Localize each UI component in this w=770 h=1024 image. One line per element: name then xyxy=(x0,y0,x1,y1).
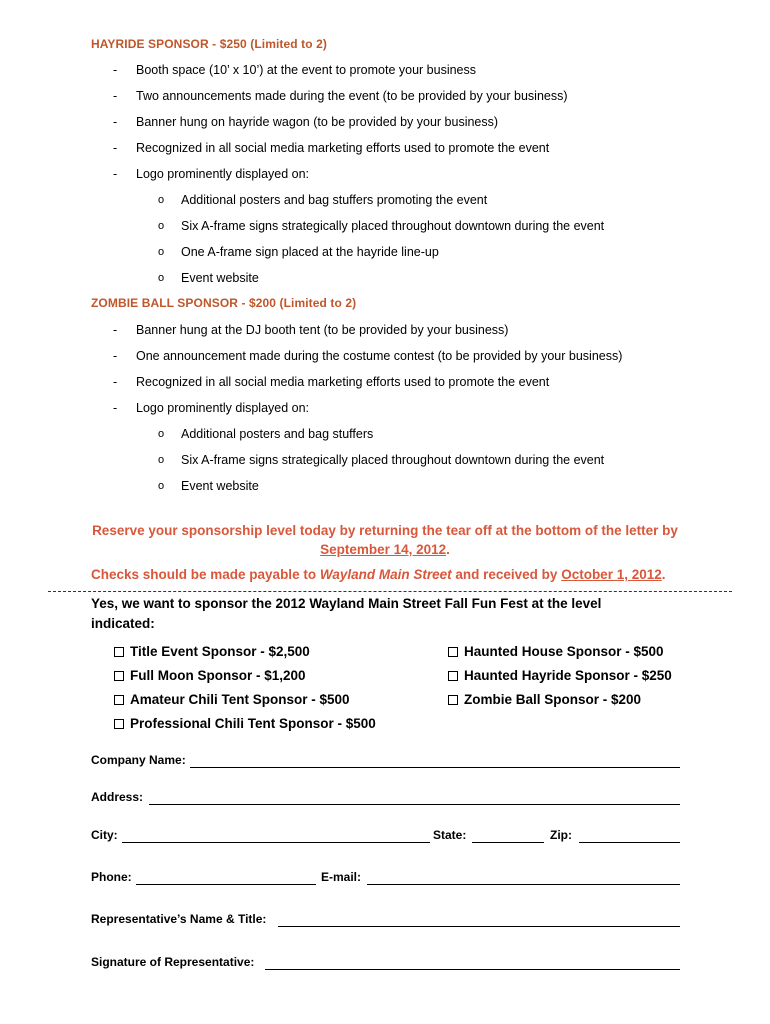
phone-label: Phone: xyxy=(91,870,132,884)
checkbox-icon[interactable] xyxy=(448,647,458,657)
dash-marker: - xyxy=(113,349,118,363)
list-item-text: Banner hung at the DJ booth tent (to be provided by your business) xyxy=(136,323,509,337)
dash-marker: - xyxy=(113,167,118,181)
state-field[interactable] xyxy=(472,842,544,843)
dash-marker: - xyxy=(113,401,118,415)
option-zombie-ball[interactable] xyxy=(448,692,641,707)
checkbox-icon[interactable] xyxy=(114,647,124,657)
dash-marker: - xyxy=(113,323,118,337)
dash-marker: - xyxy=(113,89,118,103)
checks-prefix: Checks should be made payable to xyxy=(91,567,320,582)
checks-date: October 1, 2012 xyxy=(561,567,662,582)
list-item-text: One A-frame sign placed at the hayride line-up xyxy=(181,245,439,259)
dash-marker: - xyxy=(113,141,118,155)
list-item-text: Two announcements made during the event (to be provided by your business) xyxy=(136,89,568,103)
list-item-text: One announcement made during the costume contest (to be provided by your business) xyxy=(136,349,623,363)
list-item-text: Six A-frame signs strategically placed throughout downtown during the event xyxy=(181,219,605,233)
list-item-text: Booth space (10’ x 10’) at the event to promote your business xyxy=(136,63,477,77)
city-label: City: xyxy=(91,828,118,842)
rep-name-field[interactable] xyxy=(278,926,680,927)
circle-bullet-icon: o xyxy=(158,454,165,466)
reserve-line: Reserve your sponsorship level today by returning the tear off at the bottom of the letter by xyxy=(92,523,678,538)
option-haunted-house[interactable] xyxy=(448,644,664,659)
list-item-text: Six A-frame signs strategically placed throughout downtown during the event xyxy=(181,453,605,467)
reserve-callout xyxy=(60,521,710,559)
option-amateur-chili[interactable] xyxy=(114,692,350,707)
circle-bullet-icon: o xyxy=(158,220,165,232)
company-name-label: Company Name: xyxy=(91,753,186,767)
company-name-field[interactable] xyxy=(190,767,680,768)
circle-bullet-icon: o xyxy=(158,428,165,440)
checks-period: . xyxy=(661,567,666,582)
hayride-heading: HAYRIDE SPONSOR - $250 (Limited to 2) xyxy=(91,37,327,51)
reserve-period: . xyxy=(446,542,450,557)
signature-label: Signature of Representative: xyxy=(91,955,255,969)
list-item-text: Logo prominently displayed on: xyxy=(136,401,310,415)
dash-marker: - xyxy=(113,375,118,389)
option-label: Professional Chili Tent Sponsor - $500 xyxy=(130,716,376,731)
checkbox-icon[interactable] xyxy=(114,671,124,681)
list-item-text: Banner hung on hayride wagon (to be provided by your business) xyxy=(136,115,499,129)
option-full-moon[interactable] xyxy=(114,668,306,683)
checkbox-icon[interactable] xyxy=(448,695,458,705)
checkbox-icon[interactable] xyxy=(114,695,124,705)
reserve-date: September 14, 2012 xyxy=(320,542,447,557)
form-intro: Yes, we want to sponsor the 2012 Wayland Main Street Fall Fun Fest at the level indicated: xyxy=(91,596,602,631)
list-item-text: Recognized in all social media marketing efforts used to promote the event xyxy=(136,375,550,389)
zip-field[interactable] xyxy=(579,842,680,843)
circle-bullet-icon: o xyxy=(158,246,165,258)
checks-payee: Wayland Main Street xyxy=(319,567,452,582)
phone-field[interactable] xyxy=(136,884,316,885)
list-item-text: Logo prominently displayed on: xyxy=(136,167,310,181)
city-field[interactable] xyxy=(122,842,430,843)
state-label: State: xyxy=(433,828,467,842)
checks-note xyxy=(91,567,666,582)
checkbox-icon[interactable] xyxy=(448,671,458,681)
checks-middle: and received by xyxy=(451,567,562,582)
list-item-text: Event website xyxy=(181,271,259,285)
circle-bullet-icon: o xyxy=(158,480,165,492)
address-field[interactable] xyxy=(149,804,680,805)
option-label: Haunted House Sponsor - $500 xyxy=(464,644,664,659)
list-item-text: Additional posters and bag stuffers promoting the event xyxy=(181,193,488,207)
signature-field[interactable] xyxy=(265,969,680,970)
option-label: Haunted Hayride Sponsor - $250 xyxy=(464,668,672,683)
dash-marker: - xyxy=(113,115,118,129)
rep-name-label: Representative’s Name & Title: xyxy=(91,912,267,926)
list-item-text: Additional posters and bag stuffers xyxy=(181,427,374,441)
circle-bullet-icon: o xyxy=(158,194,165,206)
circle-bullet-icon: o xyxy=(158,272,165,284)
tear-off-line xyxy=(48,591,732,592)
zip-label: Zip: xyxy=(550,828,572,842)
email-field[interactable] xyxy=(367,884,680,885)
option-professional-chili[interactable] xyxy=(114,716,376,731)
list-item-text: Event website xyxy=(181,479,259,493)
checkbox-icon[interactable] xyxy=(114,719,124,729)
list-item-text: Recognized in all social media marketing efforts used to promote the event xyxy=(136,141,550,155)
option-title-event[interactable] xyxy=(114,644,310,659)
option-haunted-hayride[interactable] xyxy=(448,668,672,683)
zombie-heading: ZOMBIE BALL SPONSOR - $200 (Limited to 2) xyxy=(91,296,357,310)
email-label: E-mail: xyxy=(321,870,362,884)
option-label: Zombie Ball Sponsor - $200 xyxy=(464,692,642,707)
address-label: Address: xyxy=(91,790,144,804)
option-label: Amateur Chili Tent Sponsor - $500 xyxy=(130,692,350,707)
option-label: Title Event Sponsor - $2,500 xyxy=(130,644,310,659)
reserve-deadline xyxy=(60,540,710,559)
dash-marker: - xyxy=(113,63,118,77)
option-label: Full Moon Sponsor - $1,200 xyxy=(130,668,306,683)
